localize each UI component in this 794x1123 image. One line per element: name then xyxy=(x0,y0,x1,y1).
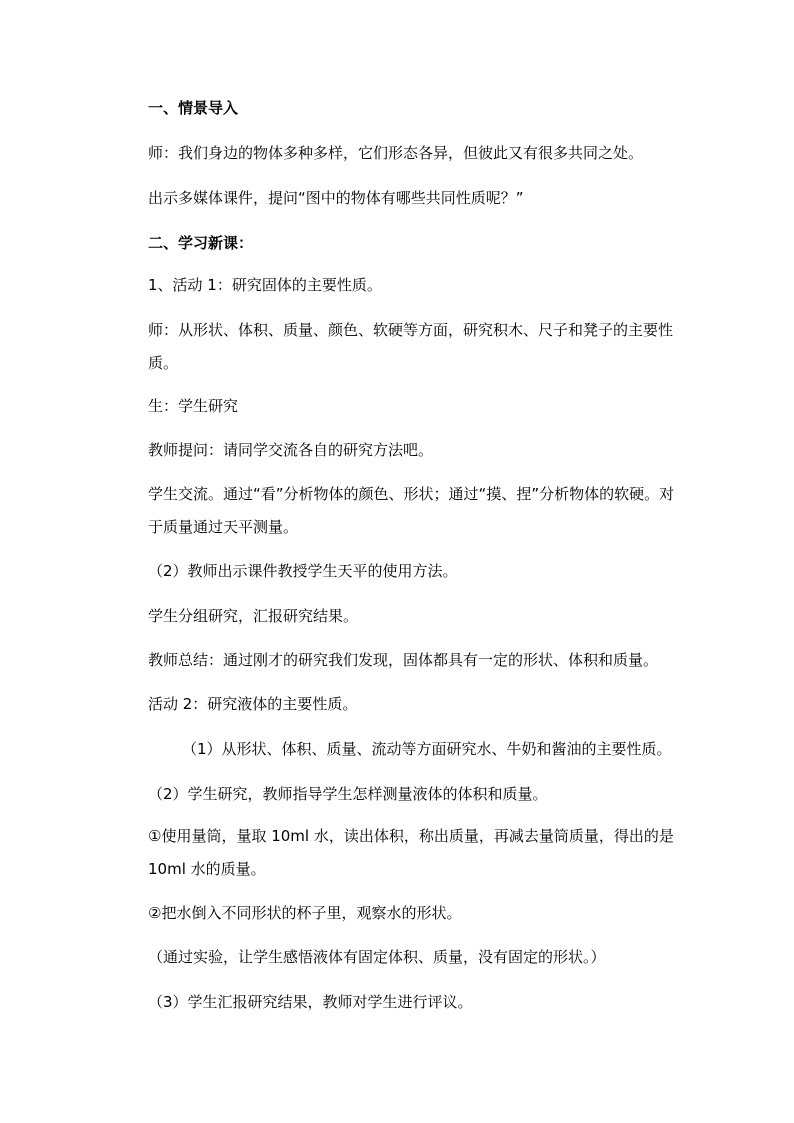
paragraph-wrapped xyxy=(148,478,680,544)
paragraph-text: 师：从形状、体积、质量、颜色、软硬等方面，研究积木、尺子和凳子的主要性质。 xyxy=(148,321,674,372)
section-heading-new-lesson: 二、学习新课： xyxy=(148,234,254,252)
paragraph: ②把水倒入不同形状的杯子里，观察水的形状。 xyxy=(148,904,462,922)
paragraph: 教师总结：通过刚才的研究我们发现，固体都具有一定的形状、体积和质量。 xyxy=(148,651,659,669)
paragraph: （2）学生研究，教师指导学生怎样测量液体的体积和质量。 xyxy=(148,785,548,803)
paragraph: 生：学生研究 xyxy=(148,397,239,415)
paragraph-text: ①使用量筒，量取 10ml 水，读出体积，称出质量，再减去量筒质量，得出的是 10ml 水的质量。 xyxy=(148,827,674,878)
paragraph: 学生分组研究，汇报研究结果。 xyxy=(148,607,359,625)
paragraph-text: 学生交流。通过“看”分析物体的颜色、形状；通过“摸、捏”分析物体的软硬。对于质量通过天平测量。 xyxy=(148,485,675,536)
paragraph: （3）学生汇报研究结果，教师对学生进行评议。 xyxy=(148,993,473,1011)
paragraph: 出示多媒体课件，提问“图中的物体有哪些共同性质呢？” xyxy=(148,189,524,207)
paragraph-wrapped xyxy=(148,314,680,380)
paragraph: 1、活动 1：研究固体的主要性质。 xyxy=(148,276,382,294)
paragraph: （通过实验，让学生感悟液体有固定体积、质量，没有固定的形状。） xyxy=(148,948,606,966)
paragraph: 教师提问：请同学交流各自的研究方法吧。 xyxy=(148,441,434,459)
paragraph: 师：我们身边的物体多种多样，它们形态各异，但彼此又有很多共同之处。 xyxy=(148,144,644,162)
section-heading-intro: 一、情景导入 xyxy=(148,99,239,117)
paragraph-wrapped xyxy=(148,820,680,886)
paragraph: 活动 2：研究液体的主要性质。 xyxy=(148,695,358,713)
paragraph: （2）教师出示课件教授学生天平的使用方法。 xyxy=(148,562,458,580)
paragraph: （1）从形状、体积、质量、流动等方面研究水、牛奶和酱油的主要性质。 xyxy=(182,740,672,758)
